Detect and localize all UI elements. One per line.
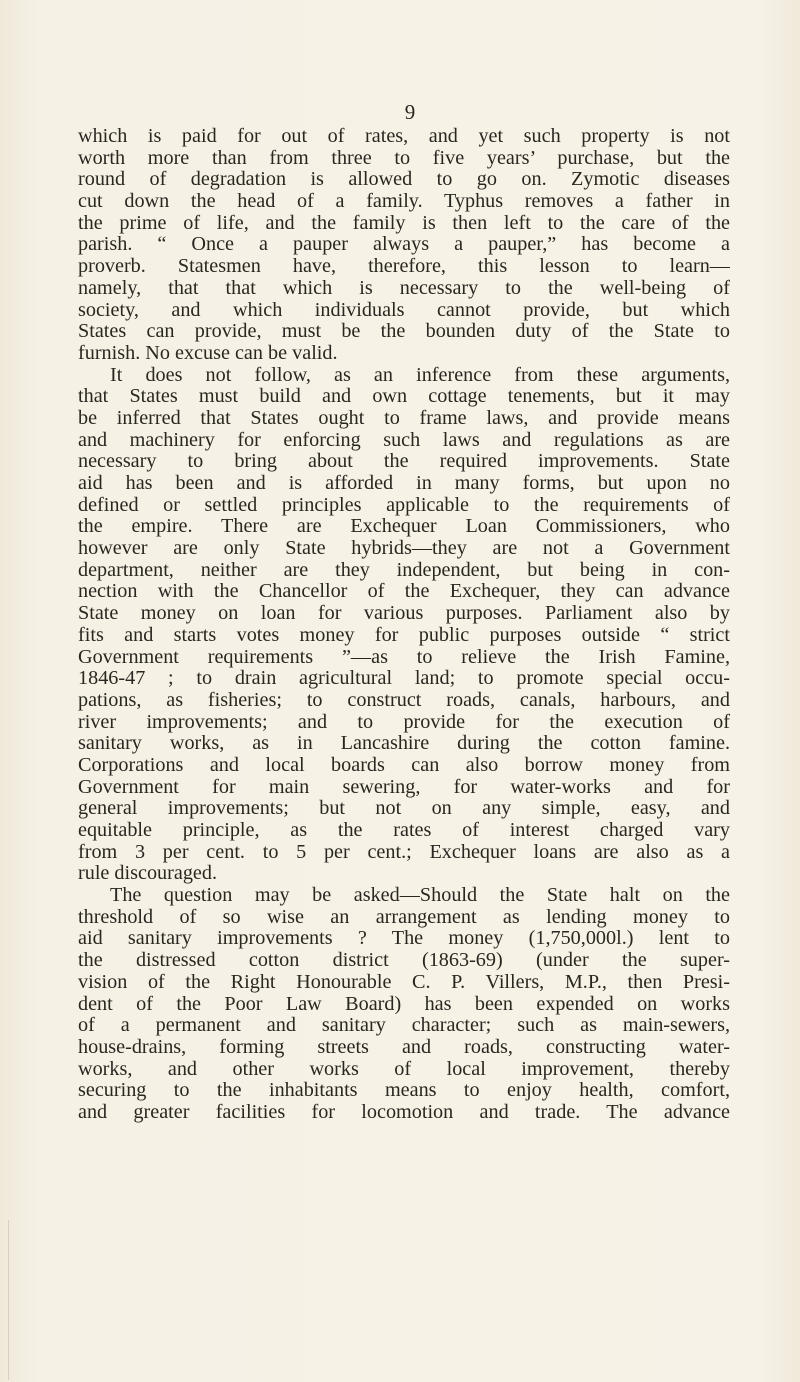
text-line: pations, as fisheries; to construct roads, canals, harbours, and: [78, 689, 730, 711]
text-line: round of degradation is allowed to go on. Zymotic diseases: [78, 169, 730, 191]
text-line: equitable principle, as the rates of interest charged vary: [78, 820, 730, 841]
text-line: society, and which individuals cannot provide, but which: [78, 299, 730, 321]
page-number: 9: [404, 100, 416, 124]
text-line: the prime of life, and the family is then left to the care of the: [78, 212, 730, 234]
text-line: works, and other works of local improvement, thereby: [78, 1058, 730, 1080]
text-line: Corporations and local boards can also borrow money from: [78, 754, 730, 776]
text-line: aid sanitary improvements ? The money (1,750,000l.) lent to: [78, 928, 730, 950]
text-line: proverb. Statesmen have, therefore, this lesson to learn—: [78, 256, 730, 278]
text-line: necessary to bring about the required improvements. State: [78, 451, 730, 473]
text-line: State money on loan for various purposes. Parliament also by: [78, 603, 730, 625]
text-line: which is paid for out of rates, and yet such property is not: [78, 126, 730, 147]
text-line: dent of the Poor Law Board) has been expended on works: [78, 993, 730, 1015]
text-line: cut down the head of a family. Typhus removes a father in: [78, 191, 730, 213]
text-line: from 3 per cent. to 5 per cent.; Exchequer loans are also as a: [78, 841, 730, 863]
text-line: securing to the inhabitants means to enjoy health, comfort,: [78, 1080, 730, 1102]
text-line: the empire. There are Exchequer Loan Commissioners, who: [78, 516, 730, 538]
text-line: that States must build and own cottage tenements, but it may: [78, 386, 730, 408]
text-line: house-drains, forming streets and roads, constructing water-: [78, 1036, 730, 1058]
text-line: rule discouraged.: [78, 863, 218, 885]
text-line: the distressed cotton district (1863-69) (under the super-: [78, 950, 730, 972]
text-line: and greater facilities for locomotion and trade. The advance: [78, 1101, 730, 1123]
text-line: and machinery for enforcing such laws and regulations as are: [78, 429, 730, 451]
text-line: threshold of so wise an arrangement as lending money to: [78, 906, 730, 928]
text-line: general improvements; but not on any simple, easy, and: [78, 798, 730, 820]
text-line: 1846-47 ; to drain agricultural land; to promote special occu-: [78, 668, 730, 690]
text-line: It does not follow, as an inference from these arguments,: [110, 364, 730, 386]
text-line: be inferred that States ought to frame laws, and provide means: [78, 407, 730, 429]
text-line: Government for main sewering, for water-works and for: [78, 776, 730, 798]
text-line: States can provide, must be the bounden duty of the State to: [78, 321, 730, 343]
text-line: furnish. No excuse can be valid.: [78, 342, 338, 364]
text-line: department, neither are they independent, but being in con-: [78, 559, 730, 581]
text-line: aid has been and is afforded in many forms, but upon no: [78, 473, 730, 494]
text-line: however are only State hybrids—they are not a Government: [78, 538, 730, 560]
text-line: fits and starts votes money for public purposes outside “ strict: [78, 624, 730, 646]
text-line: namely, that that which is necessary to the well-being of: [78, 277, 730, 299]
text-line: sanitary works, as in Lancashire during the cotton famine.: [78, 733, 730, 755]
text-line: parish. “ Once a pauper always a pauper,” has become a: [78, 234, 730, 256]
text-line: nection with the Chancellor of the Exchequer, they can advance: [78, 581, 730, 603]
text-line: vision of the Right Honourable C. P. Villers, M.P., then Presi-: [78, 971, 730, 993]
text-line: defined or settled principles applicable to the requirements of: [78, 494, 730, 516]
text-line: The question may be asked—Should the State halt on the: [110, 885, 730, 907]
text-line: river improvements; and to provide for the execution of: [78, 711, 730, 733]
text-line: worth more than from three to five years’ purchase, but the: [78, 147, 730, 169]
text-line: Government requirements ”—as to relieve the Irish Famine,: [78, 646, 730, 668]
body-text: [78, 126, 730, 1124]
text-line: of a permanent and sanitary character; such as main-sewers,: [78, 1015, 730, 1037]
page-edge-line: [8, 1220, 9, 1380]
